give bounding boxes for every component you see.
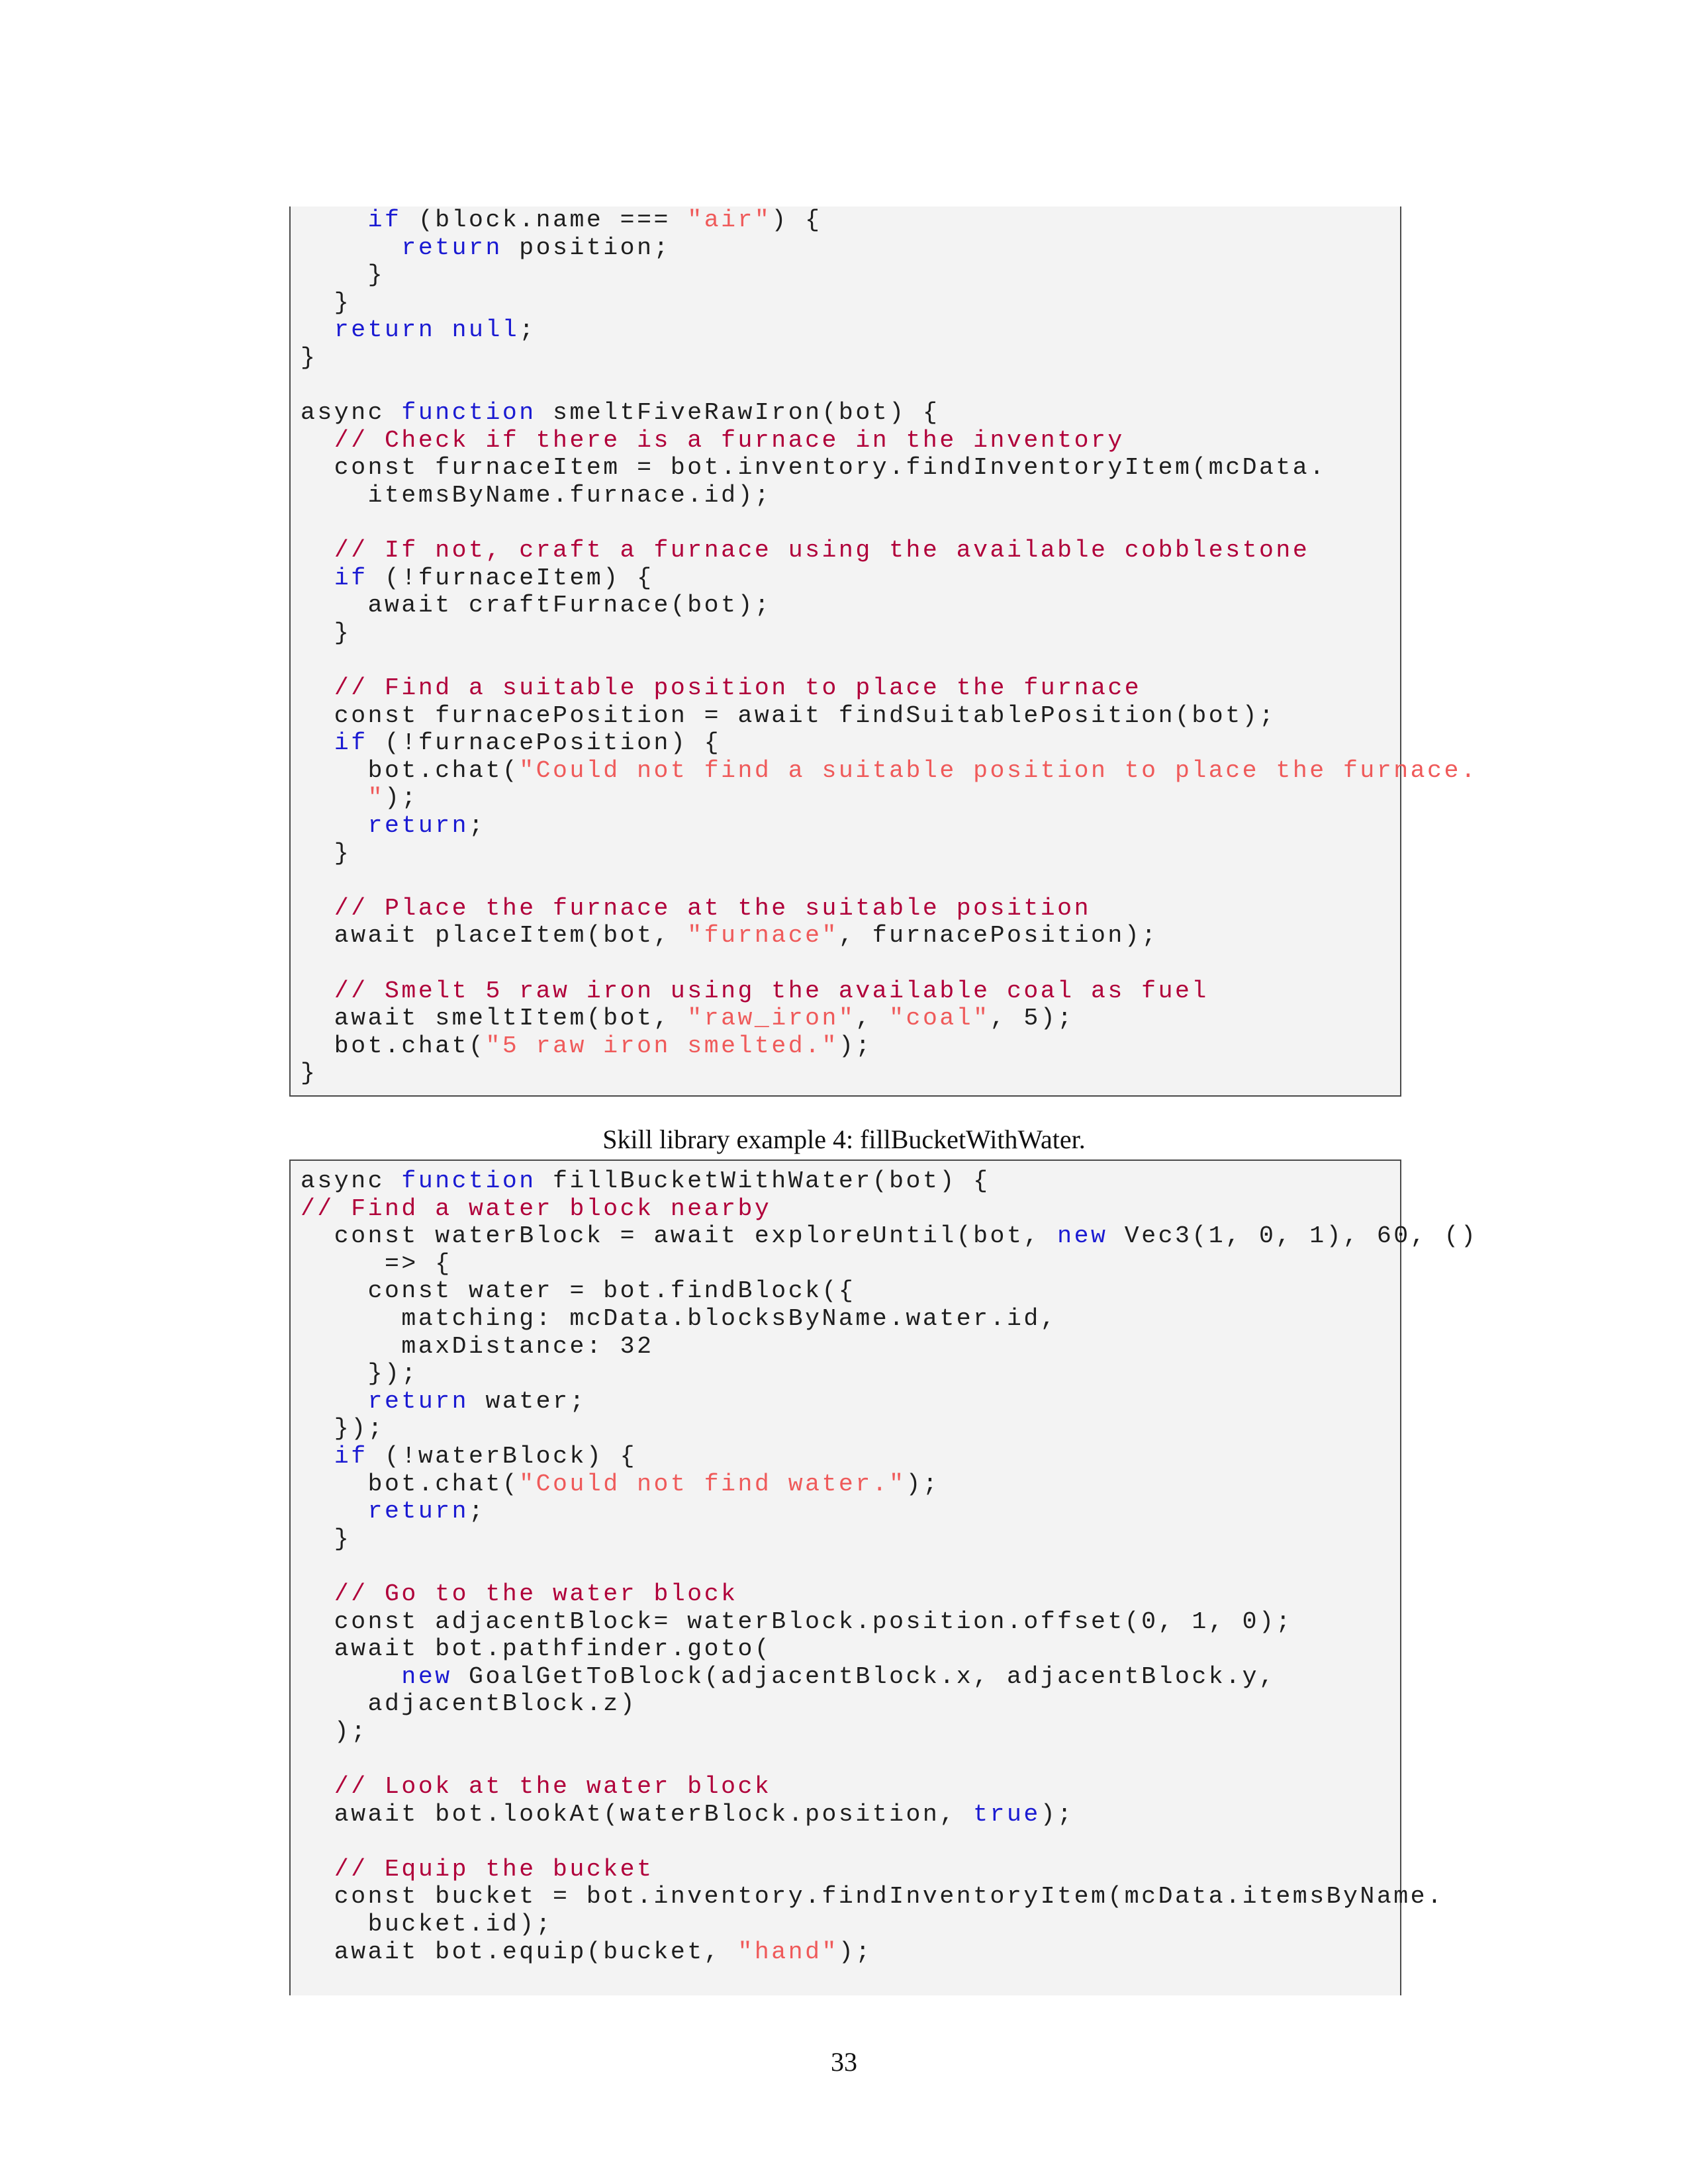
code-token: itemsByName.furnace.id); <box>301 481 772 509</box>
code-line <box>301 427 1477 455</box>
code-token: ; <box>469 812 486 840</box>
string-literal: "raw_iron" <box>687 1005 856 1032</box>
keyword: return <box>367 1498 469 1525</box>
code-line <box>301 729 1477 757</box>
keyword: if <box>334 564 368 592</box>
code-line <box>301 1060 1477 1087</box>
code-token <box>301 1388 368 1415</box>
code-line <box>301 1938 1477 1966</box>
code-token: adjacentBlock.z) <box>301 1690 637 1718</box>
code-token: await smeltItem(bot, <box>301 1005 688 1032</box>
code-token: fillBucketWithWater(bot) { <box>536 1167 990 1195</box>
code-line <box>301 1773 1477 1801</box>
code-line <box>301 289 1477 317</box>
code-token: const water = bot.findBlock({ <box>301 1277 856 1305</box>
string-literal: "hand" <box>737 1938 839 1966</box>
code-token <box>301 812 368 839</box>
code-token: await bot.equip(bucket, <box>301 1938 738 1966</box>
code-token <box>301 1580 334 1608</box>
code-line <box>301 1635 1477 1663</box>
code-token: smeltFiveRawIron(bot) { <box>536 399 940 427</box>
code-line <box>301 1525 1477 1553</box>
code-token <box>301 537 334 564</box>
code-line <box>301 1333 1477 1361</box>
code-token <box>301 1663 401 1690</box>
code-token: position; <box>502 234 671 261</box>
code-line <box>301 1856 1477 1884</box>
code-token: ); <box>838 1032 872 1060</box>
code-token <box>301 1498 368 1525</box>
code-line <box>301 840 1477 868</box>
code-token <box>301 729 334 756</box>
string-literal: " <box>301 784 385 812</box>
code-token: ); <box>838 1938 872 1966</box>
string-literal: "furnace" <box>687 922 839 950</box>
code-line <box>301 1305 1477 1333</box>
code-line <box>301 1415 1477 1443</box>
comment: // Equip the bucket <box>334 1855 654 1883</box>
code-listing-smelt-five-raw-iron <box>289 206 1478 1097</box>
code-line <box>301 1801 1477 1829</box>
code-token: await bot.pathfinder.goto( <box>301 1635 772 1663</box>
code-token <box>301 427 334 454</box>
code-token <box>301 1773 334 1800</box>
code-line <box>301 1005 1477 1032</box>
code-token: ); <box>906 1470 940 1498</box>
code-line <box>301 399 1477 427</box>
code-line <box>301 1222 1477 1250</box>
code-line <box>301 372 1477 400</box>
code-token <box>301 206 368 234</box>
code-token: ); <box>385 784 418 812</box>
code-token: ) { <box>771 206 822 234</box>
keyword: return <box>367 1387 469 1415</box>
code-token: GoalGetToBlock(adjacentBlock.x, adjacentBlock.y, <box>451 1662 1276 1690</box>
code-token <box>301 1856 334 1883</box>
code-token <box>301 978 334 1005</box>
string-literal: "coal" <box>889 1005 990 1032</box>
code-token: (!furnacePosition) { <box>367 729 722 757</box>
code-line <box>301 592 1477 619</box>
code-line <box>301 537 1477 565</box>
code-line <box>301 1388 1477 1416</box>
keyword: new <box>401 1662 452 1690</box>
code-line <box>301 565 1477 592</box>
code-token: bot.chat( <box>301 756 520 784</box>
code-token <box>301 316 334 343</box>
code-line <box>301 784 1477 812</box>
code-line <box>301 316 1477 344</box>
keyword: if <box>334 1442 368 1470</box>
code-line <box>301 1032 1477 1060</box>
code-token: await placeItem(bot, <box>301 922 688 950</box>
comment: // Smelt 5 raw iron using the available coal as fuel <box>334 977 1209 1005</box>
code-token: } <box>301 261 385 289</box>
code-line <box>301 702 1477 730</box>
code-token <box>301 895 334 922</box>
code-line <box>301 812 1477 840</box>
comment: // Place the furnace at the suitable position <box>334 894 1091 922</box>
code-token: matching: mcData.blocksByName.water.id, <box>301 1304 1058 1332</box>
code-token <box>301 1443 334 1470</box>
code-line <box>301 895 1477 923</box>
code-text <box>301 1167 1477 1966</box>
code-token: maxDistance: 32 <box>301 1332 654 1360</box>
code-line <box>301 757 1477 785</box>
code-token: , furnacePosition); <box>838 922 1158 950</box>
code-token <box>301 674 334 702</box>
code-token: async <box>301 399 402 427</box>
code-token: }); <box>301 1415 385 1443</box>
code-token: (!furnaceItem) { <box>367 564 654 592</box>
code-token: ); <box>1040 1800 1074 1828</box>
code-token: } <box>301 619 352 647</box>
code-token: } <box>301 343 318 371</box>
code-token: ; <box>469 1498 486 1525</box>
code-line <box>301 1608 1477 1636</box>
code-token: Vec3(1, 0, 1), 60, () <box>1107 1222 1478 1250</box>
code-line <box>301 1690 1477 1718</box>
code-line <box>301 978 1477 1005</box>
comment: // Go to the water block <box>334 1580 738 1608</box>
page-number: 33 <box>831 2047 857 2077</box>
code-token: bot.chat( <box>301 1470 520 1498</box>
code-token: , <box>855 1005 890 1032</box>
code-line <box>301 1883 1477 1911</box>
code-token: bucket.id); <box>301 1911 553 1938</box>
keyword: null <box>451 316 520 344</box>
code-line <box>301 1443 1477 1471</box>
code-line <box>301 1663 1477 1691</box>
comment: // Find a water block nearby <box>301 1195 772 1222</box>
string-literal: "air" <box>687 206 772 234</box>
code-line <box>301 1580 1477 1608</box>
code-token: } <box>301 839 352 867</box>
code-line <box>301 482 1477 510</box>
keyword: true <box>973 1800 1041 1828</box>
code-token: } <box>301 289 352 316</box>
code-line <box>301 344 1477 372</box>
code-line <box>301 1498 1477 1525</box>
code-line <box>301 1277 1477 1305</box>
code-line <box>301 206 1477 234</box>
code-token: async <box>301 1167 402 1195</box>
keyword: return <box>334 316 436 344</box>
code-token: ; <box>519 316 536 344</box>
keyword: if <box>334 729 368 757</box>
code-line <box>301 922 1477 950</box>
code-line <box>301 1718 1477 1746</box>
code-listing-fill-bucket-with-water <box>289 1160 1478 1995</box>
code-text <box>301 206 1477 1087</box>
code-token: bot.chat( <box>301 1032 486 1060</box>
keyword: function <box>401 1167 536 1195</box>
code-token: ); <box>301 1717 368 1745</box>
code-token: } <box>301 1060 318 1087</box>
code-token: const waterBlock = await exploreUntil(bot, <box>301 1222 1058 1250</box>
code-line <box>301 619 1477 647</box>
code-token: const adjacentBlock= waterBlock.position.offset(0, 1, 0); <box>301 1608 1293 1635</box>
comment: // Look at the water block <box>334 1773 772 1801</box>
code-token: } <box>301 1525 352 1553</box>
code-line <box>301 1745 1477 1773</box>
code-line <box>301 234 1477 262</box>
code-line <box>301 674 1477 702</box>
code-line <box>301 950 1477 978</box>
code-line <box>301 1471 1477 1498</box>
code-line <box>301 261 1477 289</box>
code-token: const bucket = bot.inventory.findInventoryItem(mcData.itemsByName. <box>301 1883 1444 1911</box>
code-line <box>301 454 1477 482</box>
code-line <box>301 1250 1477 1278</box>
code-token: await craftFurnace(bot); <box>301 592 772 619</box>
code-token: (block.name === <box>401 206 688 234</box>
comment: // Check if there is a furnace in the inventory <box>334 426 1125 454</box>
code-line <box>301 867 1477 895</box>
code-token: (!waterBlock) { <box>367 1442 637 1470</box>
keyword: return <box>367 812 469 840</box>
code-token: }); <box>301 1360 418 1388</box>
code-token: water; <box>469 1387 586 1415</box>
code-token <box>301 234 401 261</box>
code-token: const furnaceItem = bot.inventory.findInventoryItem(mcData. <box>301 454 1327 482</box>
code-token: const furnacePosition = await findSuitablePosition(bot); <box>301 702 1276 729</box>
comment: // Find a suitable position to place the furnace <box>334 674 1142 702</box>
code-line <box>301 1195 1477 1223</box>
code-line <box>301 1553 1477 1580</box>
code-line <box>301 1911 1477 1938</box>
string-literal: "Could not find a suitable position to place the furnace. <box>519 756 1478 784</box>
string-literal: "5 raw iron smelted." <box>485 1032 839 1060</box>
code-line <box>301 1167 1477 1195</box>
code-line <box>301 647 1477 675</box>
keyword: return <box>401 234 502 261</box>
code-line <box>301 510 1477 537</box>
string-literal: "Could not find water." <box>519 1470 906 1498</box>
keyword: function <box>401 399 536 427</box>
code-token <box>301 565 334 592</box>
comment: // If not, craft a furnace using the available cobblestone <box>334 537 1310 565</box>
listing-caption: Skill library example 4: fillBucketWithWater. <box>602 1124 1086 1154</box>
code-token: , 5); <box>990 1005 1074 1032</box>
keyword: if <box>367 206 402 234</box>
code-token: => { <box>301 1250 452 1277</box>
code-token <box>435 316 451 343</box>
code-line <box>301 1360 1477 1388</box>
code-line <box>301 1828 1477 1856</box>
code-token: await bot.lookAt(waterBlock.position, <box>301 1800 974 1828</box>
keyword: new <box>1057 1222 1108 1250</box>
